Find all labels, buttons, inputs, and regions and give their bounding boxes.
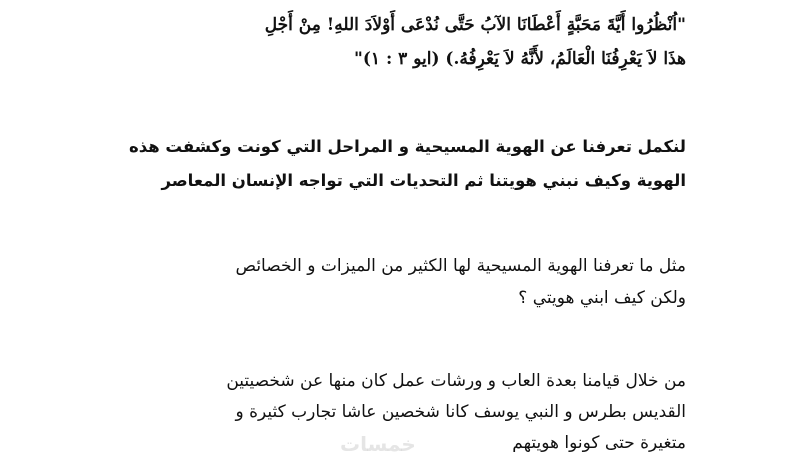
activities-line-3: متغيرة حتى كونوا هويتهم xyxy=(512,433,686,453)
bible-verse xyxy=(86,8,686,76)
watermark-logo: خمسات xyxy=(340,432,416,456)
verse-line-2: هذَا لاَ يَعْرِفُنَا الْعَالَمُ، لأَنَّهُ لاَ يَعْرِفُهُ.) (ايو ٣ : ١)" xyxy=(353,49,686,69)
verse-line-1: "اُنْظُرُوا أَيَّةَ مَحَبَّةٍ أَعْطَانَا الآبُ حَتَّى نُدْعَى أَوْلاَدَ اللهِ! مِنْ أَجْلِ xyxy=(264,15,686,35)
intro-paragraph xyxy=(86,130,686,198)
question-paragraph xyxy=(86,250,686,314)
question-line-1: مثل ما تعرفنا الهوية المسيحية لها الكثير من الميزات و الخصائص xyxy=(235,256,686,276)
intro-line-1: لنكمل تعرفنا عن الهوية المسيحية و المراحل التي كونت وكشفت هذه xyxy=(128,137,686,156)
activities-line-2: القديس بطرس و النبي يوسف كانا شخصين عاشا تجارب كثيرة و xyxy=(235,402,686,422)
activities-line-1: من خلال قيامنا بعدة العاب و ورشات عمل كان منها عن شخصيتين xyxy=(226,371,686,391)
question-line-2: ولكن كيف ابني هويتي ؟ xyxy=(518,288,686,308)
intro-line-2: الهوية وكيف نبني هويتنا ثم التحديات التي تواجه الإنسان المعاصر xyxy=(161,171,686,190)
